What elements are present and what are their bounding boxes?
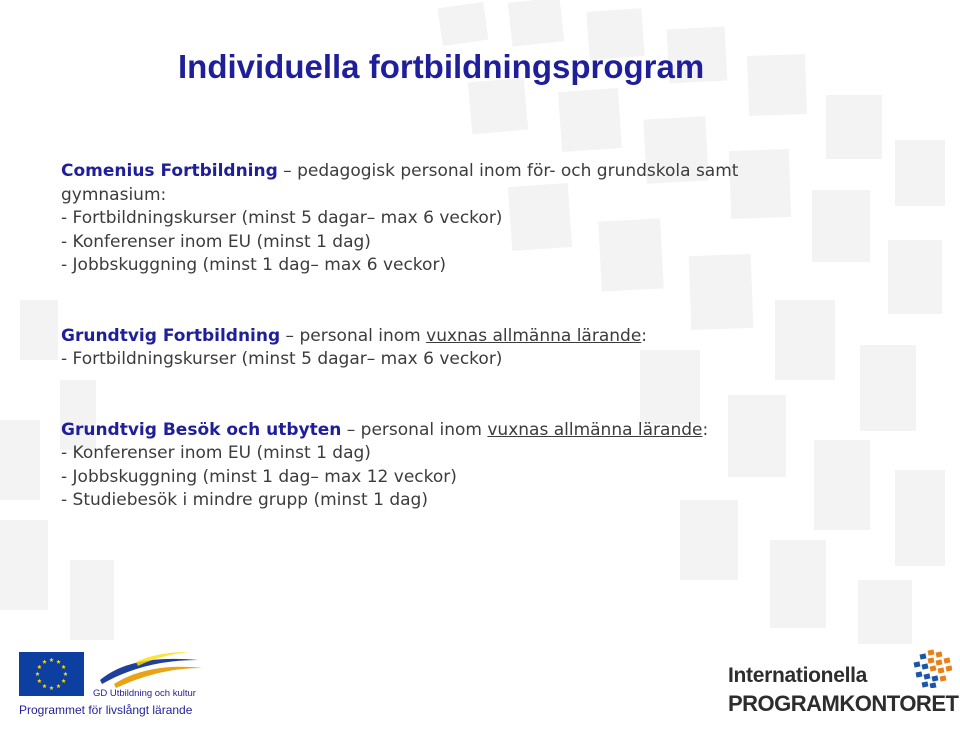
text-line — [61, 348, 901, 372]
section-3 — [61, 419, 901, 513]
globe-grid-square — [944, 657, 951, 663]
text-line — [61, 207, 901, 231]
text-line — [61, 466, 901, 490]
eu-flag-icon — [19, 652, 84, 696]
underlined-term: vuxnas allmänna lärande — [426, 325, 642, 346]
globe-grid-icon — [902, 648, 952, 688]
globe-grid-square — [940, 675, 947, 681]
ipk-logo-line1: Internationella — [728, 664, 868, 687]
text-line — [61, 254, 901, 278]
text-segment: gymnasium: — [61, 184, 167, 205]
globe-grid-square — [930, 682, 937, 688]
section-1 — [61, 160, 901, 278]
text-segment: - Studiebesök i mindre grupp (minst 1 dag) — [61, 490, 428, 510]
text-segment: - Fortbildningskurser (minst 5 dagar– max 6 veckor) — [61, 208, 503, 228]
text-segment: - Jobbskuggning (minst 1 dag– max 6 veckor) — [61, 255, 447, 275]
text-line — [61, 184, 901, 208]
globe-grid-square — [920, 653, 927, 659]
llp-program-label: Programmet för livslångt lärande — [19, 703, 193, 717]
program-name: Grundtvig Besök och utbyten — [61, 419, 342, 440]
globe-grid-square — [928, 649, 935, 655]
globe-grid-square — [916, 671, 923, 677]
text-segment: – personal inom — [341, 419, 488, 440]
globe-grid-square — [938, 667, 945, 673]
text-line — [61, 325, 901, 349]
text-segment: - Fortbildningskurser (minst 5 dagar– max 6 veckor) — [61, 349, 503, 369]
text-line — [61, 231, 901, 255]
globe-grid-square — [930, 665, 937, 671]
program-name: Grundtvig Fortbildning — [61, 325, 281, 346]
ipk-logo-line2: PROGRAMKONTORET — [728, 691, 959, 716]
internationella-programkontoret-logo — [728, 648, 960, 720]
text-line — [61, 419, 901, 443]
globe-grid-square — [922, 663, 929, 669]
slide-body — [61, 160, 901, 513]
text-segment: : — [702, 419, 709, 440]
gd-utbildning-label: GD Utbildning och kultur — [93, 688, 196, 699]
text-line — [61, 489, 901, 513]
slide-title: Individuella fortbildningsprogram — [178, 48, 705, 85]
globe-grid-square — [922, 681, 929, 687]
globe-grid-square — [936, 659, 943, 665]
text-segment: – pedagogisk personal inom för- och grundskola samt — [277, 161, 739, 181]
text-segment: - Jobbskuggning (minst 1 dag– max 12 veckor) — [61, 466, 457, 487]
globe-grid-square — [924, 673, 931, 679]
text-segment: – personal inom — [280, 325, 427, 346]
program-name: Comenius Fortbildning — [61, 161, 278, 181]
text-line — [61, 160, 901, 184]
globe-grid-square — [946, 665, 952, 671]
text-segment: - Konferenser inom EU (minst 1 dag) — [61, 443, 371, 463]
underlined-term: vuxnas allmänna lärande — [487, 419, 703, 440]
globe-grid-square — [936, 651, 943, 657]
text-segment: - Konferenser inom EU (minst 1 dag) — [61, 231, 371, 252]
section-2 — [61, 325, 901, 372]
text-segment: : — [641, 325, 648, 346]
globe-grid-square — [932, 675, 939, 681]
text-line — [61, 442, 901, 466]
globe-grid-square — [914, 661, 921, 667]
globe-grid-square — [928, 657, 935, 663]
